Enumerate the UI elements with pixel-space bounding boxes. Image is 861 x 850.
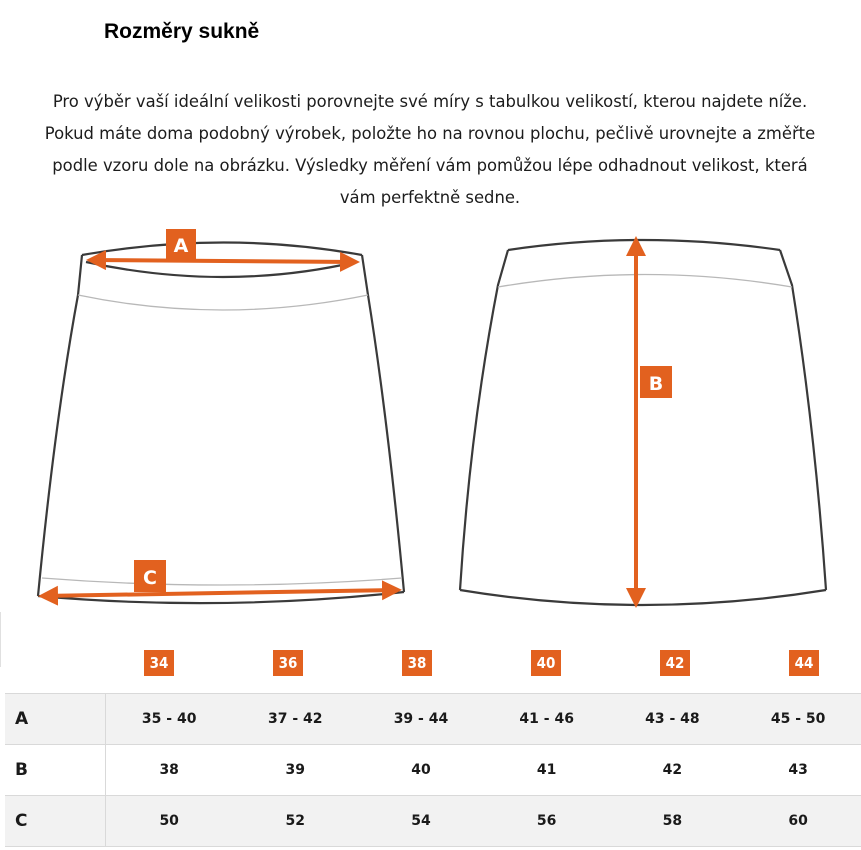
intro-line: vám perfektně sedne. <box>339 188 521 207</box>
page-title: Rozměry sukně <box>104 20 260 43</box>
table-cell: 41 <box>484 745 610 796</box>
measure-c-label: C <box>143 567 157 589</box>
skirt-front-view <box>38 243 404 604</box>
table-cell: 56 <box>484 796 610 847</box>
measure-b <box>636 240 672 604</box>
table-cell: 43 - 48 <box>610 694 736 745</box>
table-cell: 52 <box>232 796 358 847</box>
table-cell: 41 - 46 <box>484 694 610 745</box>
size-badge: 42 <box>660 650 690 676</box>
measure-b-label: B <box>648 373 664 395</box>
intro-line: podle vzoru dole na obrázku. Výsledky měření vám pomůžou lépe odhadnout velikost, která <box>52 156 808 175</box>
table-cell: 60 <box>735 796 861 847</box>
table-cell: 40 <box>358 745 484 796</box>
table-cell: 39 <box>232 745 358 796</box>
measure-a-label: A <box>173 235 189 257</box>
row-label: A <box>5 694 106 745</box>
divider <box>0 612 1 667</box>
table-cell: 54 <box>358 796 484 847</box>
table-row <box>5 745 861 796</box>
intro-line: Pokud máte doma podobný výrobek, položte ho na rovnou plochu, pečlivě urovnejte a změřte <box>44 124 816 143</box>
size-table <box>5 693 861 847</box>
size-badge: 34 <box>144 650 174 676</box>
table-cell: 45 - 50 <box>735 694 861 745</box>
size-badge: 36 <box>273 650 303 676</box>
table-cell: 50 <box>106 796 233 847</box>
size-badge: 38 <box>402 650 432 676</box>
row-label: B <box>5 745 106 796</box>
measure-a <box>90 229 356 262</box>
skirt-back-view <box>460 240 826 605</box>
table-row <box>5 796 861 847</box>
table-cell: 58 <box>610 796 736 847</box>
table-row <box>5 694 861 745</box>
size-badge: 44 <box>789 650 819 676</box>
measure-c <box>42 560 398 596</box>
intro-line: Pro výběr vaší ideální velikosti porovnejte své míry s tabulkou velikostí, kterou najdete níže. <box>52 92 808 111</box>
table-cell: 37 - 42 <box>232 694 358 745</box>
table-cell: 43 <box>735 745 861 796</box>
table-cell: 42 <box>610 745 736 796</box>
table-cell: 39 - 44 <box>358 694 484 745</box>
table-cell: 35 - 40 <box>106 694 233 745</box>
table-cell: 38 <box>106 745 233 796</box>
size-badge: 40 <box>531 650 561 676</box>
row-label: C <box>5 796 106 847</box>
